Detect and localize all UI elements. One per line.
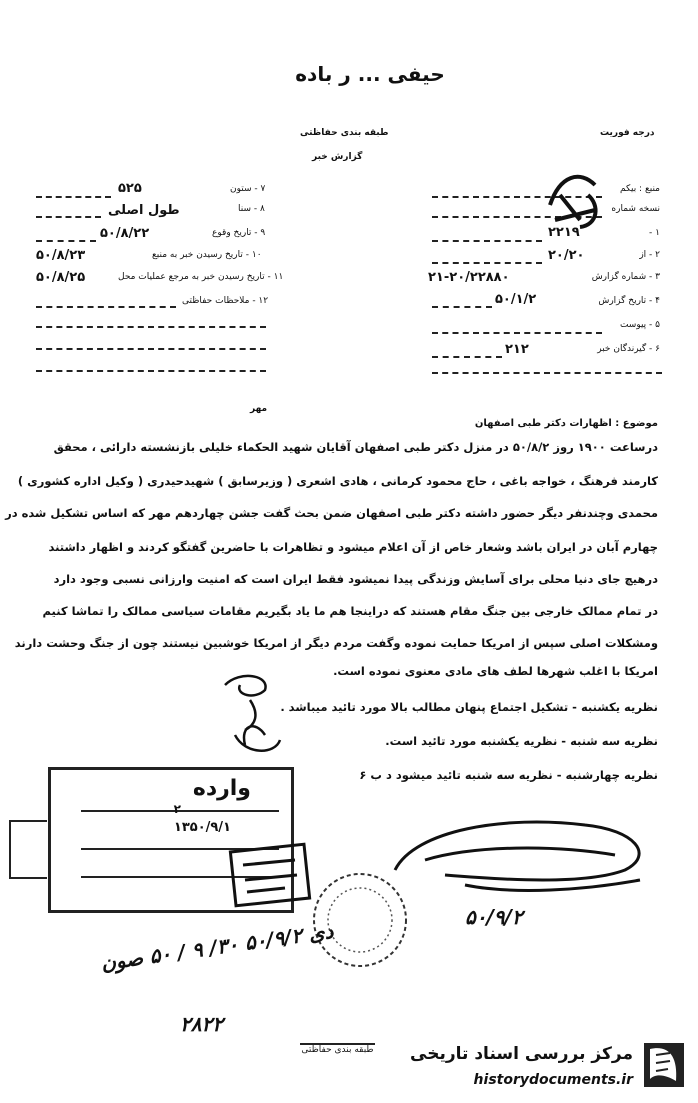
field-label: ۱۰ - تاریخ رسیدن خبر به منبع bbox=[152, 250, 262, 260]
field-label: ۴ - تاریخ گزارش bbox=[598, 296, 660, 306]
watermark-url: historydocuments.ir bbox=[473, 1072, 633, 1088]
field-line bbox=[432, 306, 492, 308]
field-line bbox=[432, 262, 542, 264]
field-value: ۵۰/۸/۲۳ bbox=[36, 248, 86, 263]
handwritten-initials bbox=[540, 165, 610, 235]
handwritten-note: دی ۵۰/۹/۲ ۳۰/ ۹ / ۵۰ صون bbox=[99, 918, 335, 976]
field-value: ۵۰/۱/۲ bbox=[495, 292, 537, 307]
body-line: درهیچ جای دنیا محلی برای آسایش وزندگی پیدا نمیشود فقط ایران است که امنیت وارزانی نسبی وجود دارد bbox=[53, 572, 658, 586]
field-label: نسخه شماره bbox=[611, 204, 660, 214]
body-line: امریکا با اغلب شهرها لطف های مادی معنوی نموده است. bbox=[333, 664, 658, 678]
field-label: ۷ - ستون bbox=[230, 184, 266, 194]
stamp-title: وارده bbox=[192, 776, 251, 801]
archive-number: ۲۸۲۲ bbox=[180, 1012, 223, 1036]
body-line: کارمند فرهنگ ، خواجه باغی ، حاج محمود کرمانی ، هادی اشعری ( وزیرسابق ) شهیدحیدری ( وکیل اداره کشوری ) bbox=[17, 474, 658, 488]
classification-label: طبقه بندی حفاظتی bbox=[300, 128, 389, 138]
body-line: محمدی وچندنفر دیگر حضور داشته دکتر طبی اصفهان ضمن بحث گفت جشن چهاردهم مهر که اساس تشکیل شده در bbox=[5, 506, 658, 520]
evaluation-line: نظریه سه شنبه - نظریه یکشنبه مورد تائید است. bbox=[385, 734, 658, 748]
handwritten-scribble bbox=[195, 665, 295, 765]
field-value: ۲۲۱۹ bbox=[548, 225, 580, 240]
field-value: طول اصلی bbox=[108, 203, 180, 218]
field-label: ۵ - پیوست bbox=[619, 320, 660, 330]
stamp-date: ۱۳۵۰/۹/۱ bbox=[173, 820, 231, 835]
field-line bbox=[36, 240, 96, 242]
field-line bbox=[432, 240, 542, 242]
body-line: ومشکلات اصلی سپس از امریکا حمایت نموده وگفت مردم دیگر از امریکا خوشبین نیستند چون از جنگ وحشت دارند bbox=[14, 636, 658, 650]
field-label: ۸ - سنا bbox=[238, 204, 265, 214]
field-line bbox=[432, 356, 502, 358]
archive-logo-icon bbox=[638, 1035, 690, 1095]
field-value: ۲۱-۲۰/۲۲۸۸۰ bbox=[428, 270, 510, 285]
field-label: ۳ - شماره گزارش bbox=[591, 272, 660, 282]
document-title: حیفی ... ر باده bbox=[295, 62, 445, 86]
field-line bbox=[36, 348, 266, 350]
seal-mark: مهر bbox=[250, 404, 268, 414]
footer-classification: طبقه بندی حفاظتی bbox=[300, 1043, 375, 1065]
office-seal bbox=[225, 840, 315, 910]
body-line: درساعت ۱۹۰۰ روز ۵۰/۸/۲ در منزل دکتر طبی اصفهان آقایان شهید الحکماء خلیلی بازنشسته دارائی ، محقق bbox=[53, 440, 658, 454]
field-label: ۱ - bbox=[649, 228, 660, 238]
priority-label: درجه فوریت bbox=[600, 128, 655, 138]
field-line bbox=[36, 196, 111, 198]
field-line bbox=[432, 372, 662, 374]
signature-date: ۵۰/۹/۲ bbox=[465, 905, 523, 929]
field-line bbox=[36, 306, 176, 308]
field-label: ۹ - تاریخ وقوع bbox=[212, 228, 266, 238]
stamp-number: ۲ bbox=[173, 802, 181, 816]
report-label: گزارش خبر bbox=[312, 152, 363, 162]
field-value: ۵۲۵ bbox=[118, 181, 142, 196]
field-label: ۶ - گیرندگان خبر bbox=[597, 344, 660, 354]
watermark-text: مرکز بررسی اسناد تاریخی bbox=[410, 1044, 633, 1064]
stamp-side-tab bbox=[9, 820, 47, 879]
field-value: ۲۱۲ bbox=[505, 342, 529, 357]
field-line bbox=[36, 370, 266, 372]
evaluation-line: نظریه چهارشنبه - نظریه سه شنبه تائید میشود د ب ۶ bbox=[359, 768, 658, 782]
field-line bbox=[36, 216, 101, 218]
field-line bbox=[36, 326, 266, 328]
field-label: ۱۲ - ملاحظات حفاظتی bbox=[182, 296, 269, 306]
body-line: چهارم آبان در ایران باشد وشعار خاص از آن اعلام میشود و تظاهرات با حاضرین گفتگو کردند و اظهار داشتند bbox=[48, 540, 658, 554]
evaluation-line: نظریه یکشنبه - تشکیل اجتماع پنهان مطالب بالا مورد تائید میباشد . bbox=[280, 700, 658, 714]
field-label: منبع : بیکم bbox=[620, 184, 660, 194]
field-value: ۵۰/۸/۲۲ bbox=[100, 226, 150, 241]
field-label: ۱۱ - تاریخ رسیدن خبر به مرجع عملیات محل bbox=[118, 272, 284, 282]
field-value: ۲۰/۲۰ bbox=[548, 248, 585, 263]
signature bbox=[385, 800, 665, 910]
field-label: ۲ - از bbox=[639, 250, 660, 260]
subject-line: موضوع : اظهارات دکتر طبی اصفهان bbox=[474, 418, 658, 429]
body-line: در تمام ممالک خارجی بین جنگ مقام هستند که دراینجا هم ما یاد بگیریم مقامات سیاسی ممالک را تماشا کنیم bbox=[42, 604, 658, 618]
field-line bbox=[432, 332, 602, 334]
field-value: ۵۰/۸/۲۵ bbox=[36, 270, 86, 285]
